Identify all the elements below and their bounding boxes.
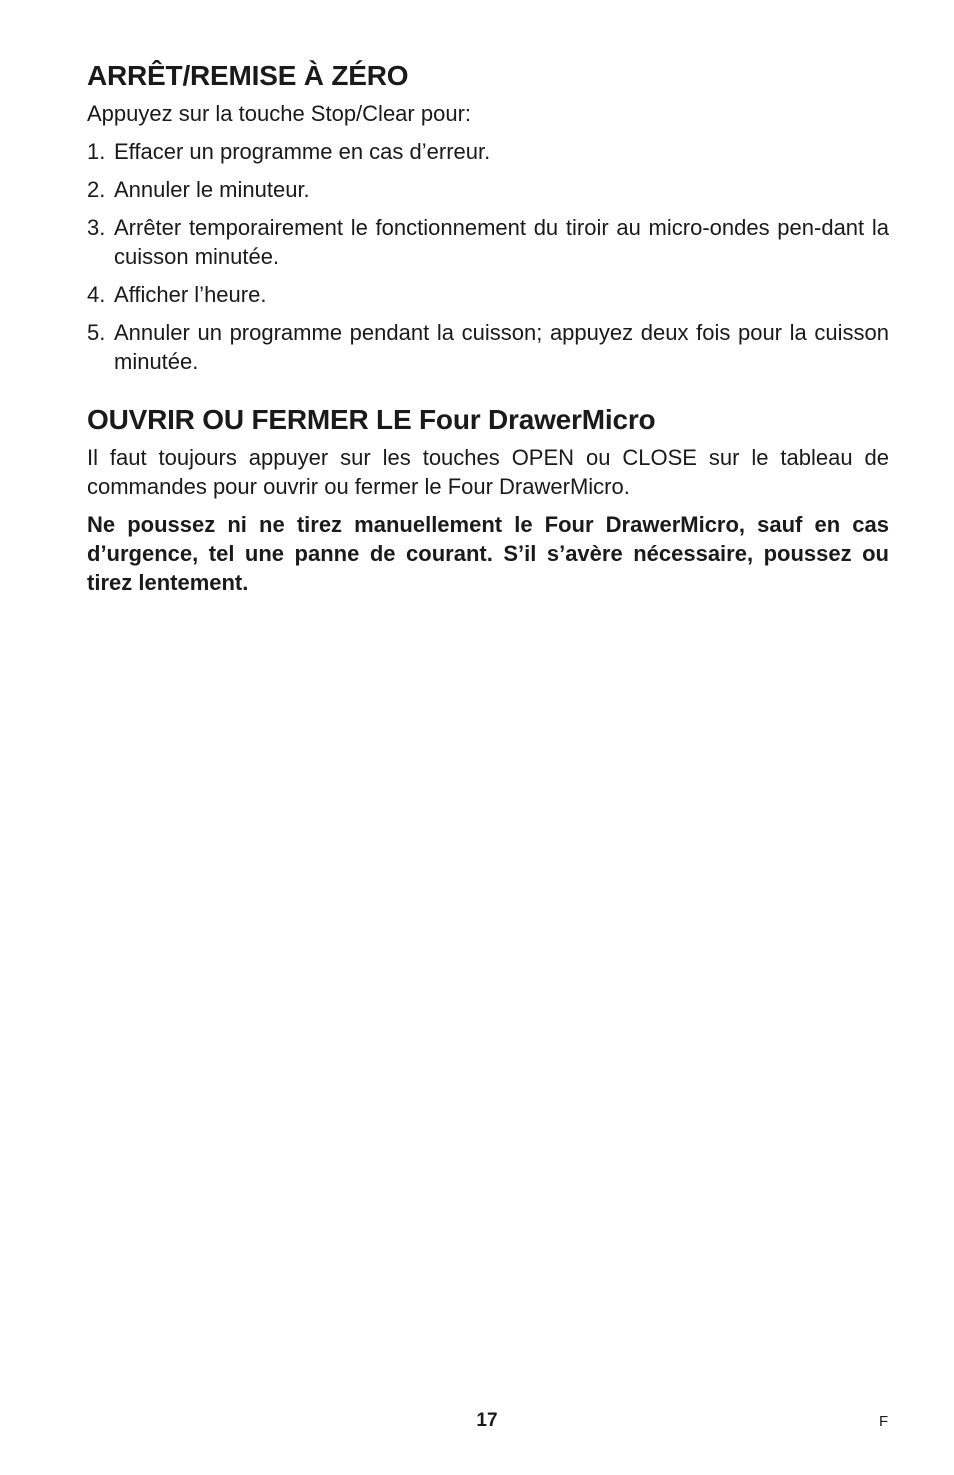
list-item-text: Arrêter temporairement le fonctionnement du tiroir au micro-ondes pen-dant la cuisson minutée.	[114, 215, 889, 269]
list-item-text: Effacer un programme en cas d’erreur.	[114, 139, 491, 164]
page-content	[87, 58, 889, 606]
list-item-number: 2.	[87, 177, 106, 202]
open-close-paragraph: Il faut toujours appuyer sur les touches OPEN ou CLOSE sur le tableau de commandes pour ouvrir ou fermer le Four DrawerMicro.	[87, 445, 889, 499]
list-item-text: Annuler un programme pendant la cuisson; appuyez deux fois pour la cuisson minutée.	[114, 320, 889, 374]
page-number: 17	[476, 1410, 498, 1431]
section-title-stop-clear: ARRÊT/REMISE À ZÉRO	[87, 60, 409, 91]
list-item-number: 4.	[87, 282, 106, 307]
list-item	[87, 280, 889, 309]
stop-clear-intro: Appuyez sur la touche Stop/Clear pour:	[87, 101, 472, 126]
list-item	[87, 318, 889, 376]
list-item-text: Afficher l’heure.	[114, 282, 267, 307]
list-item-number: 5.	[87, 320, 106, 345]
section-title-open-close: OUVRIR OU FERMER LE Four DrawerMicro	[87, 404, 656, 435]
stop-clear-list	[87, 137, 889, 376]
list-item-number: 3.	[87, 215, 106, 240]
list-item-number: 1.	[87, 139, 106, 164]
list-item-text: Annuler le minuteur.	[114, 177, 310, 202]
language-marker: F	[879, 1413, 889, 1430]
list-item	[87, 137, 889, 166]
list-item	[87, 213, 889, 271]
warning-paragraph: Ne poussez ni ne tirez manuellement le Four DrawerMicro, sauf en cas d’urgence, tel une panne de courant. S’il s’avère nécessaire, poussez ou tirez lentement.	[87, 512, 889, 595]
list-item	[87, 175, 889, 204]
